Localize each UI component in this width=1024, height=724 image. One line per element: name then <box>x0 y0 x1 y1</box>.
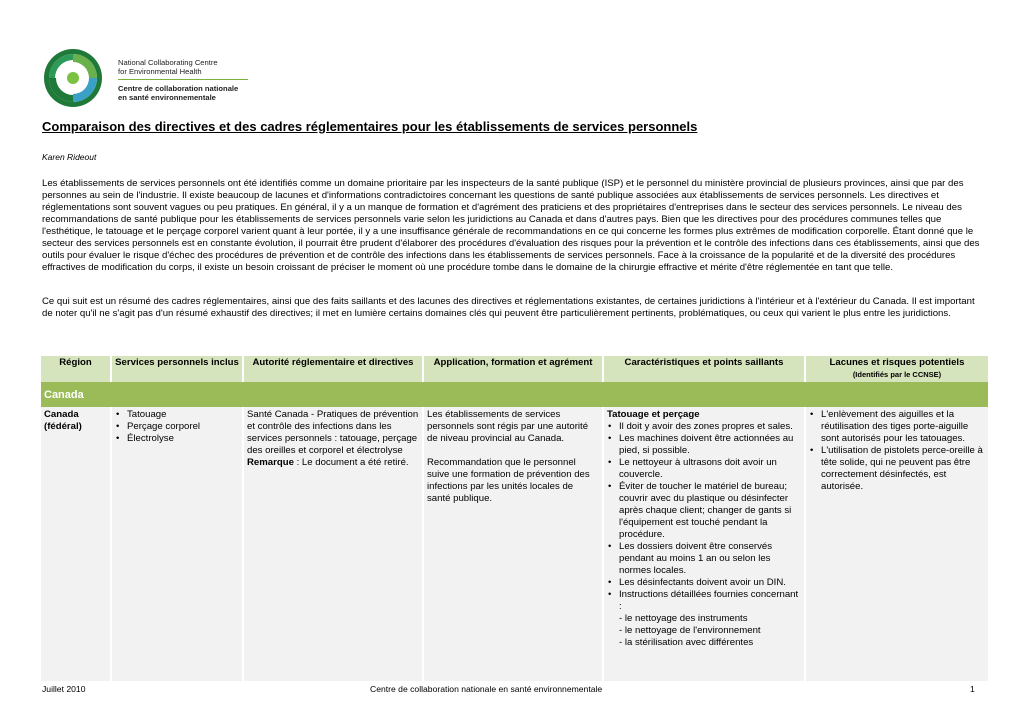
features-sub-item: - le nettoyage de l'environnement <box>619 625 761 636</box>
table-header-row <box>41 356 988 382</box>
cell-features <box>604 407 804 681</box>
page-number: 1 <box>970 684 975 694</box>
header-region: Région <box>41 356 110 382</box>
section-label: Canada <box>41 382 988 407</box>
comparison-table <box>39 356 990 681</box>
header-gaps-label: Lacunes et risques potentiels <box>829 357 965 368</box>
header-application: Application, formation et agrément <box>424 356 602 382</box>
intro-paragraph-1: Les établissements de services personnels ont été identifiés comme un domaine prioritaire par les inspecteurs de la santé publique (ISP) et le personnel du ministère provincial de plusieurs provinces, ainsi que par des personnes au sein de l'industrie. Il existe beaucoup de lacunes et d'informations contradictoires concernant les questions de santé publique associées aux établissements de services personnels. Les directives et réglementations sont souvent vagues ou peu pratiques. En général, il y a un manque de formation et d'agrément des praticiens et des propriétaires d'entreprises dans le secteur des services personnels. Le niveau des recommandations de santé publique pour les établissements de services personnels varie selon les juridictions au Canada et dans d'autres pays. Bien que les directives pour des procédures communes telles que l'esthétique, le tatouage et le perçage corporel varient quant à leur portée, il y a une insuffisance générale de recommandations en ce qui concerne les formes plus extrêmes de modification corporelle. Étant donné que le secteur des services personnels est en constante évolution, il pourrait être prudent d'élaborer des procédures d'évaluation des risques pour la prévention et le contrôle des infections dans ces établissements, ainsi que des outils pour évaluer le risque d'échec des procédures de prévention et de contrôle des infections dans les établissements de services personnels. Face à la croissance de la popularité et de la diversité des procédures effractives de modification du corps, il existe un besoin croissant de préciser le moment où une procédure tombe dans le domaine de la chirurgie effractive et mérite d'être réglementée en tant que telle. <box>42 178 980 273</box>
org-name-fr-2: en santé environnementale <box>118 93 216 102</box>
application-text-2: Recommandation que le personnel suive une formation de prévention des infections par les unités locales de santé publique. <box>427 457 590 504</box>
footer-center: Centre de collaboration nationale en santé environnementale <box>370 684 603 694</box>
cell-application <box>424 407 602 681</box>
org-name-en-2: for Environmental Health <box>118 67 202 76</box>
list-item: • Perçage corporel <box>127 421 239 433</box>
features-sub-item: - le nettoyage des instruments <box>619 613 748 624</box>
application-text-1: Les établissements de services personnels sont régis par une autorité de niveau provincial au Canada. <box>427 409 589 444</box>
list-item: • Les désinfectants doivent avoir un DIN. <box>619 577 801 589</box>
authority-note: : Le document a été retiré. <box>293 457 409 468</box>
footer-date: Juillet 2010 <box>42 684 86 694</box>
section-row-canada <box>41 382 988 407</box>
org-name-block <box>118 58 258 102</box>
cell-services <box>112 407 242 681</box>
document-title: Comparaison des directives et des cadres réglementaires pour les établissements de services personnels <box>42 119 698 134</box>
features-heading: Tatouage et perçage <box>607 409 700 420</box>
features-sub-item: - la stérilisation avec différentes <box>619 637 754 648</box>
list-item: • Électrolyse <box>127 433 239 445</box>
list-item: • L'utilisation de pistolets perce-oreille à tête solide, qui ne peuvent pas être correctement désinfectés, est autorisée. <box>821 445 985 493</box>
header-features: Caractéristiques et points saillants <box>604 356 804 382</box>
header-gaps <box>806 356 988 382</box>
authority-text: Santé Canada - Pratiques de prévention et contrôle des infections dans les services personnels : tatouage, perçage des oreilles et corporel et électrolyse <box>247 409 419 456</box>
header-services: Services personnels inclus <box>112 356 242 382</box>
list-item: • Éviter de toucher le matériel de bureau; couvrir avec du plastique ou désinfecter après chaque client; changer de gants si l'équipement est touché pendant la procédure. <box>619 481 801 541</box>
list-item: • Les dossiers doivent être conservés pendant au moins 1 an ou selon les normes locales. <box>619 541 801 577</box>
intro-paragraph-2: Ce qui suit est un résumé des cadres réglementaires, ainsi que des faits saillants et des lacunes des directives et réglementations existantes, de certaines juridictions à l'intérieur et à l'extérieur du Canada. Il est important de noter qu'il ne s'agit pas d'un résumé exhaustif des directives; il met en lumière certains domaines clés qui peuvent être particulièrement pertinents, problématiques, ou ceux qui varient le plus entre les juridictions. <box>42 296 975 319</box>
list-item: • Instructions détaillées fournies concernant : <box>619 589 801 613</box>
org-name-fr-1: Centre de collaboration nationale <box>118 84 239 93</box>
list-item: • Les machines doivent être actionnées au pied, si possible. <box>619 433 801 457</box>
cell-gaps <box>806 407 988 681</box>
list-item: • L'enlèvement des aiguilles et la réutilisation des tiges porte-aiguille sont autorisés pour les tatouages. <box>821 409 985 445</box>
cell-authority <box>244 407 422 681</box>
list-item: • Il doit y avoir des zones propres et sales. <box>619 421 801 433</box>
document-author: Karen Rideout <box>42 152 97 162</box>
list-item: • Le nettoyeur à ultrasons doit avoir un couvercle. <box>619 457 801 481</box>
swirl-logo-icon <box>42 47 104 109</box>
org-divider <box>118 79 248 80</box>
header-authority: Autorité réglementaire et directives <box>244 356 422 382</box>
authority-note-label: Remarque <box>247 457 294 468</box>
cell-region: Canada (fédéral) <box>41 407 110 681</box>
table-row <box>41 407 988 681</box>
list-item: • Tatouage <box>127 409 239 421</box>
org-name-en-1: National Collaborating Centre <box>118 58 218 67</box>
header-gaps-sub: (Identifiés par le CCNSE) <box>852 370 942 379</box>
